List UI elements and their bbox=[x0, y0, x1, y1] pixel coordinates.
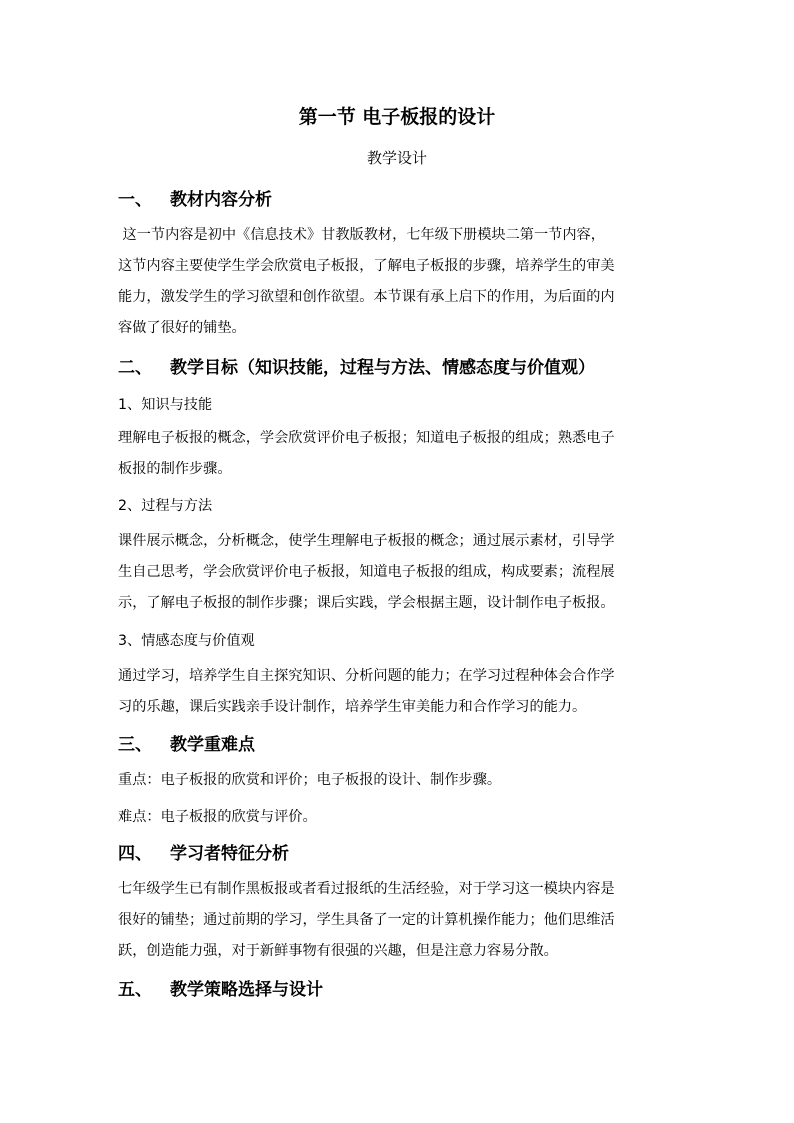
paragraph-line: 很好的铺垫；通过前期的学习，学生具备了一定的计算机操作能力；他们思维活 bbox=[118, 912, 615, 928]
paragraph-line: 生自己思考，学会欣赏评价电子板报，知道电子板报的组成，构成要素；流程展 bbox=[118, 564, 615, 580]
paragraph-line: 示，了解电子板报的制作步骤；课后实践，学会根据主题，设计制作电子板报。 bbox=[118, 595, 615, 611]
paragraph-line: 这一节内容是初中《信息技术》甘教版教材，七年级下册模块二第一节内容， bbox=[118, 227, 605, 243]
subsection-label-3: 3、情感态度与价值观 bbox=[118, 633, 255, 649]
paragraph-line: 课件展示概念，分析概念，使学生理解电子板报的概念；通过展示素材，引导学 bbox=[118, 533, 615, 549]
section-title: 教学目标（知识技能，过程与方法、情感态度与价值观） bbox=[170, 358, 595, 378]
section-number: 二、 bbox=[118, 358, 152, 378]
section-heading-2 bbox=[118, 355, 698, 381]
paragraph-line: 理解电子板报的概念，学会欣赏评价电子板报；知道电子板报的组成；熟悉电子 bbox=[118, 430, 615, 446]
section-paragraph-4 bbox=[118, 874, 678, 967]
section-number: 五、 bbox=[118, 980, 152, 1000]
section-title: 教学重难点 bbox=[170, 735, 255, 755]
section-title: 教学策略选择与设计 bbox=[170, 980, 323, 1000]
paragraph-line: 能力，激发学生的学习欲望和创作欲望。本节课有承上启下的作用，为后面的内 bbox=[118, 289, 615, 305]
paragraph-line: 七年级学生已有制作黑板报或者看过报纸的生活经验，对于学习这一模块内容是 bbox=[118, 881, 615, 897]
paragraph-line: 跃，创造能力强，对于新鲜事物有很强的兴趣，但是注意力容易分散。 bbox=[118, 943, 558, 959]
section-title: 学习者特征分析 bbox=[170, 844, 289, 864]
key-point-line: 重点：电子板报的欣赏和评价；电子板报的设计、制作步骤。 bbox=[118, 772, 502, 788]
section-heading-4 bbox=[118, 841, 698, 867]
section-number: 三、 bbox=[118, 735, 152, 755]
section-title: 教材内容分析 bbox=[170, 190, 272, 210]
subsection-paragraph-2 bbox=[118, 526, 678, 619]
section-paragraph-1 bbox=[118, 220, 678, 344]
subsection-label-1: 1、知识与技能 bbox=[118, 397, 213, 413]
paragraph-line: 容做了很好的铺垫。 bbox=[118, 320, 246, 336]
paragraph-line: 通过学习，培养学生自主探究知识、分析问题的能力；在学习过程种体会合作学 bbox=[118, 668, 615, 684]
difficult-point-line: 难点：电子板报的欣赏与评价。 bbox=[118, 809, 317, 825]
paragraph-line: 习的乐趣，课后实践亲手设计制作，培养学生审美能力和合作学习的能力。 bbox=[118, 699, 587, 715]
paragraph-line: 这节内容主要使学生学会欣赏电子板报，了解电子板报的步骤，培养学生的审美 bbox=[118, 258, 615, 274]
section-heading-5 bbox=[118, 977, 698, 1003]
section-number: 四、 bbox=[118, 844, 152, 864]
subsection-paragraph-3 bbox=[118, 661, 678, 723]
document-subtitle: 教学设计 bbox=[366, 149, 427, 167]
document-title: 第一节 电子板报的设计 bbox=[298, 106, 496, 128]
paragraph-line: 板报的制作步骤。 bbox=[118, 461, 232, 477]
subsection-paragraph-1 bbox=[118, 423, 678, 485]
section-number: 一、 bbox=[118, 190, 152, 210]
section-heading-3 bbox=[118, 732, 698, 758]
section-heading-1 bbox=[118, 187, 698, 213]
subsection-label-2: 2、过程与方法 bbox=[118, 498, 213, 514]
